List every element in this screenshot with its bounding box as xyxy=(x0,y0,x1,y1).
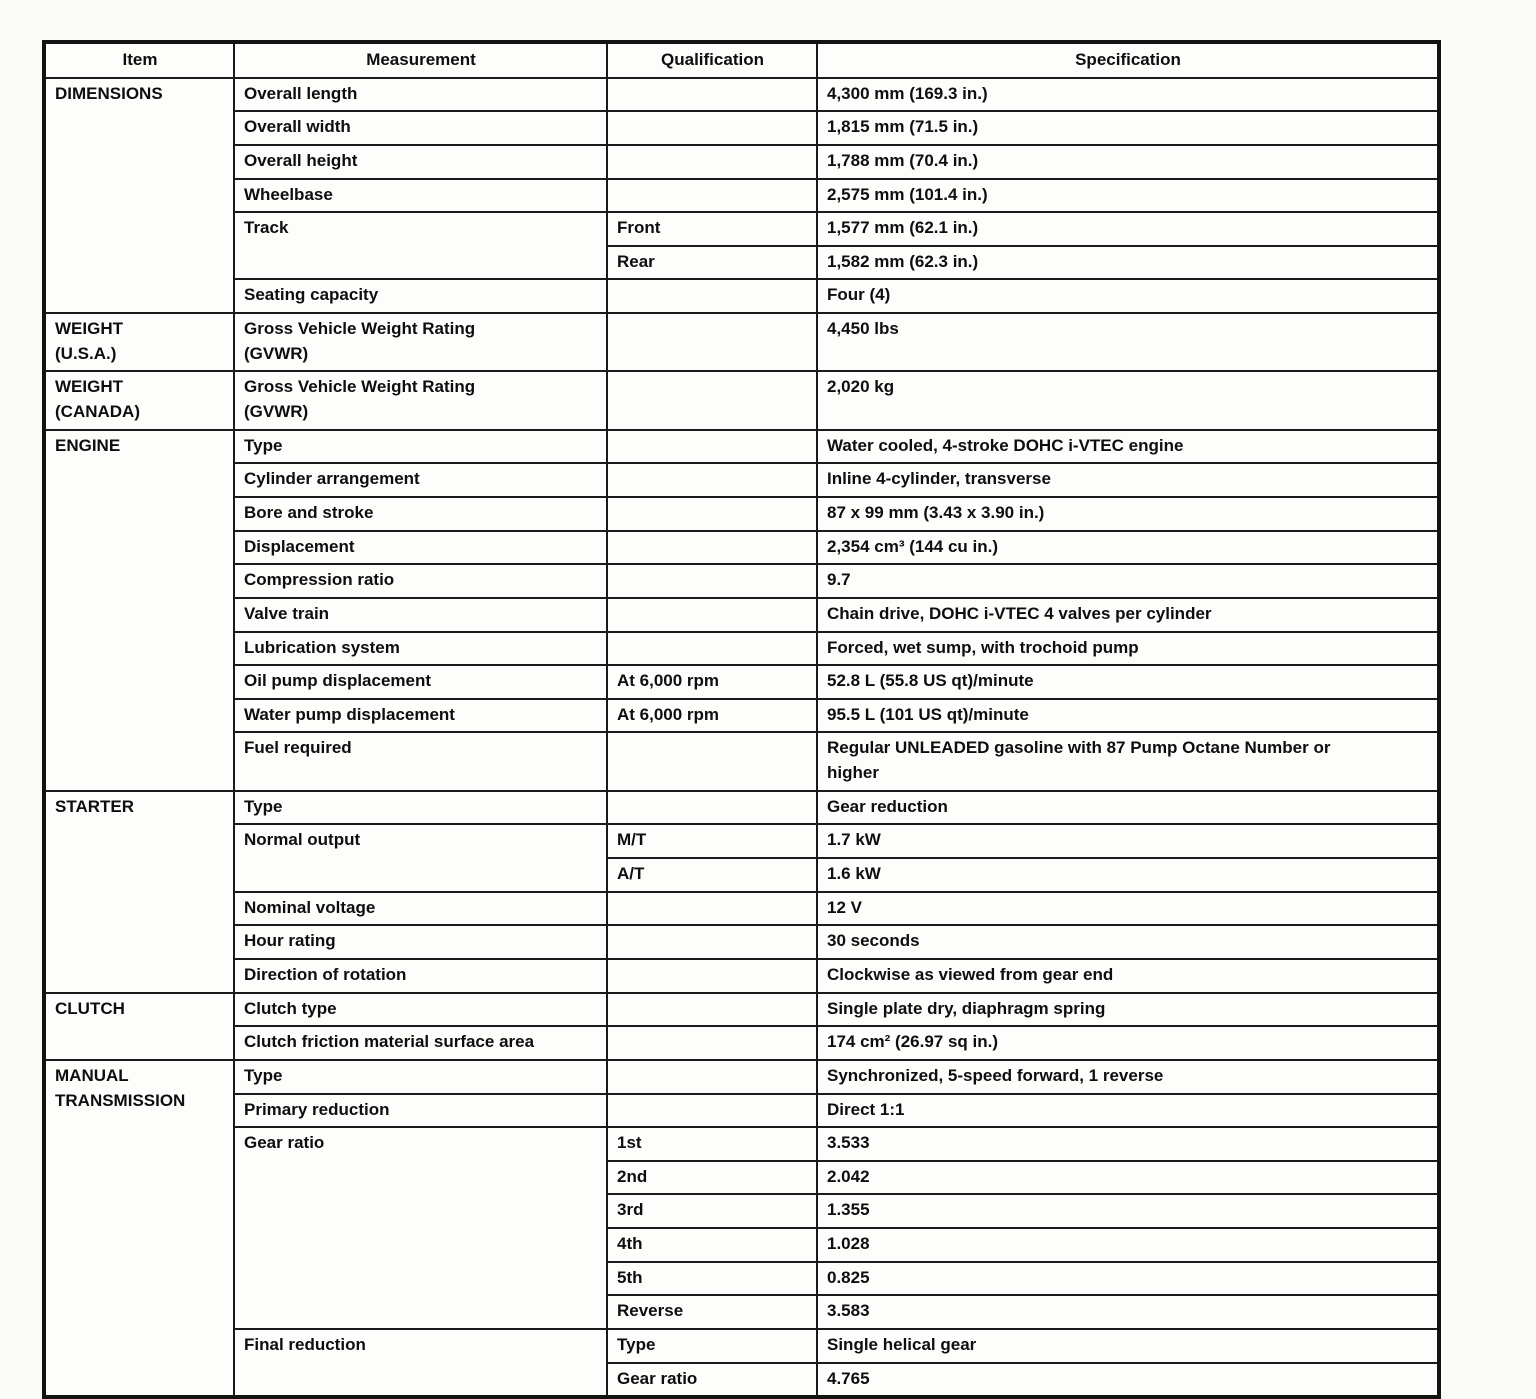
table-row xyxy=(44,732,1439,790)
qualification-cell xyxy=(607,564,817,598)
specification-cell: 2.042 xyxy=(817,1161,1439,1195)
table-row xyxy=(44,279,1439,313)
specification-cell: Chain drive, DOHC i-VTEC 4 valves per cylinder xyxy=(817,598,1439,632)
measurement-line: (GVWR) xyxy=(244,343,309,363)
qualification-cell xyxy=(607,1094,817,1128)
qualification-cell xyxy=(607,371,817,429)
measurement-cell: Bore and stroke xyxy=(234,497,607,531)
item-cell: DIMENSIONS xyxy=(44,78,234,313)
header-row xyxy=(44,42,1439,78)
qualification-cell xyxy=(607,145,817,179)
qualification-cell: 1st xyxy=(607,1127,817,1161)
measurement-cell: Overall height xyxy=(234,145,607,179)
qualification-cell xyxy=(607,1026,817,1060)
table-row xyxy=(44,1127,1439,1161)
specification-cell: Single plate dry, diaphragm spring xyxy=(817,993,1439,1027)
qualification-cell xyxy=(607,313,817,371)
item-cell: STARTER xyxy=(44,791,234,993)
table-row xyxy=(44,145,1439,179)
specification-cell: 1,815 mm (71.5 in.) xyxy=(817,111,1439,145)
measurement-cell: Nominal voltage xyxy=(234,892,607,926)
specification-cell: Gear reduction xyxy=(817,791,1439,825)
item-line: (CANADA) xyxy=(55,402,140,422)
measurement-cell xyxy=(234,313,607,371)
qualification-cell xyxy=(607,179,817,213)
table-row xyxy=(44,1060,1439,1094)
measurement-cell: Water pump displacement xyxy=(234,699,607,733)
item-line: MANUAL xyxy=(55,1065,129,1085)
specification-cell: 4,450 lbs xyxy=(817,313,1439,371)
measurement-cell: Valve train xyxy=(234,598,607,632)
specification-cell: 1,577 mm (62.1 in.) xyxy=(817,212,1439,246)
qualification-cell: Rear xyxy=(607,246,817,280)
table-row xyxy=(44,212,1439,246)
table-row xyxy=(44,1094,1439,1128)
measurement-cell: Final reduction xyxy=(234,1329,607,1397)
table-row xyxy=(44,564,1439,598)
table-row xyxy=(44,632,1439,666)
specification-cell: 30 seconds xyxy=(817,925,1439,959)
measurement-line: Gross Vehicle Weight Rating xyxy=(244,377,476,397)
measurement-cell: Hour rating xyxy=(234,925,607,959)
qualification-cell xyxy=(607,531,817,565)
specification-cell: 2,020 kg xyxy=(817,371,1439,429)
item-line: (U.S.A.) xyxy=(55,343,117,363)
specification-cell: 174 cm² (26.97 sq in.) xyxy=(817,1026,1439,1060)
measurement-cell: Gear ratio xyxy=(234,1127,607,1329)
qualification-cell xyxy=(607,791,817,825)
measurement-cell: Cylinder arrangement xyxy=(234,463,607,497)
item-cell xyxy=(44,371,234,429)
table-row xyxy=(44,463,1439,497)
specification-cell: Four (4) xyxy=(817,279,1439,313)
table-row xyxy=(44,497,1439,531)
measurement-cell: Normal output xyxy=(234,824,607,891)
qualification-cell xyxy=(607,925,817,959)
qualification-cell xyxy=(607,497,817,531)
qualification-cell xyxy=(607,430,817,464)
measurement-cell: Overall width xyxy=(234,111,607,145)
measurement-cell: Overall length xyxy=(234,78,607,112)
specification-cell: Water cooled, 4-stroke DOHC i-VTEC engine xyxy=(817,430,1439,464)
qualification-cell xyxy=(607,78,817,112)
specification-cell: 87 x 99 mm (3.43 x 3.90 in.) xyxy=(817,497,1439,531)
measurement-cell: Compression ratio xyxy=(234,564,607,598)
specification-cell: 0.825 xyxy=(817,1262,1439,1296)
measurement-cell: Clutch friction material surface area xyxy=(234,1026,607,1060)
measurement-line: (GVWR) xyxy=(244,402,309,422)
item-line: TRANSMISSION xyxy=(55,1090,186,1110)
measurement-cell: Type xyxy=(234,1060,607,1094)
specification-cell: 1,788 mm (70.4 in.) xyxy=(817,145,1439,179)
item-cell: CLUTCH xyxy=(44,993,234,1060)
item-cell xyxy=(44,313,234,371)
specification-cell: Forced, wet sump, with trochoid pump xyxy=(817,632,1439,666)
item-cell: ENGINE xyxy=(44,430,234,791)
specification-cell: 12 V xyxy=(817,892,1439,926)
qualification-cell xyxy=(607,1060,817,1094)
qualification-cell: 5th xyxy=(607,1262,817,1296)
qualification-cell: A/T xyxy=(607,858,817,892)
measurement-cell: Track xyxy=(234,212,607,279)
table-row xyxy=(44,78,1439,112)
qualification-cell xyxy=(607,993,817,1027)
measurement-cell: Direction of rotation xyxy=(234,959,607,993)
table-row xyxy=(44,925,1439,959)
qualification-cell: 4th xyxy=(607,1228,817,1262)
qualification-cell xyxy=(607,463,817,497)
qualification-cell: Reverse xyxy=(607,1295,817,1329)
qualification-cell xyxy=(607,892,817,926)
specifications-table xyxy=(42,40,1441,1399)
specification-cell: 2,354 cm³ (144 cu in.) xyxy=(817,531,1439,565)
table-row xyxy=(44,665,1439,699)
col-header-measurement: Measurement xyxy=(234,42,607,78)
table-row xyxy=(44,111,1439,145)
item-line: WEIGHT xyxy=(55,319,123,339)
specification-cell: Single helical gear xyxy=(817,1329,1439,1363)
specification-cell: 1.7 kW xyxy=(817,824,1439,858)
col-header-specification: Specification xyxy=(817,42,1439,78)
specification-text: Regular UNLEADED gasoline with 87 Pump Octane Number or higher xyxy=(827,738,1331,783)
measurement-cell: Lubrication system xyxy=(234,632,607,666)
specification-cell: 2,575 mm (101.4 in.) xyxy=(817,179,1439,213)
qualification-cell xyxy=(607,598,817,632)
measurement-cell: Primary reduction xyxy=(234,1094,607,1128)
measurement-line: Gross Vehicle Weight Rating xyxy=(244,319,476,339)
specification-cell: Direct 1:1 xyxy=(817,1094,1439,1128)
specification-cell: Synchronized, 5-speed forward, 1 reverse xyxy=(817,1060,1439,1094)
qualification-cell xyxy=(607,111,817,145)
measurement-cell: Type xyxy=(234,430,607,464)
qualification-cell: 2nd xyxy=(607,1161,817,1195)
specification-cell: 9.7 xyxy=(817,564,1439,598)
measurement-cell: Fuel required xyxy=(234,732,607,790)
specification-cell: 95.5 L (101 US qt)/minute xyxy=(817,699,1439,733)
table-row xyxy=(44,1329,1439,1363)
measurement-cell: Wheelbase xyxy=(234,179,607,213)
measurement-cell: Displacement xyxy=(234,531,607,565)
table-row xyxy=(44,531,1439,565)
specification-cell: 1,582 mm (62.3 in.) xyxy=(817,246,1439,280)
item-line: WEIGHT xyxy=(55,377,123,397)
specification-cell: 3.583 xyxy=(817,1295,1439,1329)
specification-cell: 3.533 xyxy=(817,1127,1439,1161)
specification-cell: Inline 4-cylinder, transverse xyxy=(817,463,1439,497)
specification-cell xyxy=(817,732,1439,790)
table-row xyxy=(44,791,1439,825)
qualification-cell xyxy=(607,732,817,790)
table-row xyxy=(44,824,1439,858)
qualification-cell: 3rd xyxy=(607,1194,817,1228)
specification-cell: 1.355 xyxy=(817,1194,1439,1228)
qualification-cell xyxy=(607,279,817,313)
table-row xyxy=(44,430,1439,464)
measurement-cell: Oil pump displacement xyxy=(234,665,607,699)
specification-cell: 1.028 xyxy=(817,1228,1439,1262)
specification-cell: 4.765 xyxy=(817,1363,1439,1398)
qualification-cell xyxy=(607,632,817,666)
measurement-cell: Clutch type xyxy=(234,993,607,1027)
table-row xyxy=(44,993,1439,1027)
qualification-cell: At 6,000 rpm xyxy=(607,665,817,699)
table-row xyxy=(44,892,1439,926)
table-row xyxy=(44,1026,1439,1060)
specification-cell: 1.6 kW xyxy=(817,858,1439,892)
qualification-cell: Type xyxy=(607,1329,817,1363)
item-cell xyxy=(44,1060,234,1397)
table-row xyxy=(44,699,1439,733)
measurement-cell: Seating capacity xyxy=(234,279,607,313)
qualification-cell: At 6,000 rpm xyxy=(607,699,817,733)
specification-cell: 4,300 mm (169.3 in.) xyxy=(817,78,1439,112)
qualification-cell: M/T xyxy=(607,824,817,858)
table-row xyxy=(44,598,1439,632)
measurement-cell: Type xyxy=(234,791,607,825)
table-row xyxy=(44,313,1439,371)
col-header-qualification: Qualification xyxy=(607,42,817,78)
col-header-item: Item xyxy=(44,42,234,78)
qualification-cell xyxy=(607,959,817,993)
specification-cell: 52.8 L (55.8 US qt)/minute xyxy=(817,665,1439,699)
table-row xyxy=(44,959,1439,993)
table-row xyxy=(44,371,1439,429)
specification-cell: Clockwise as viewed from gear end xyxy=(817,959,1439,993)
table-row xyxy=(44,179,1439,213)
measurement-cell xyxy=(234,371,607,429)
qualification-cell: Front xyxy=(607,212,817,246)
qualification-cell: Gear ratio xyxy=(607,1363,817,1398)
